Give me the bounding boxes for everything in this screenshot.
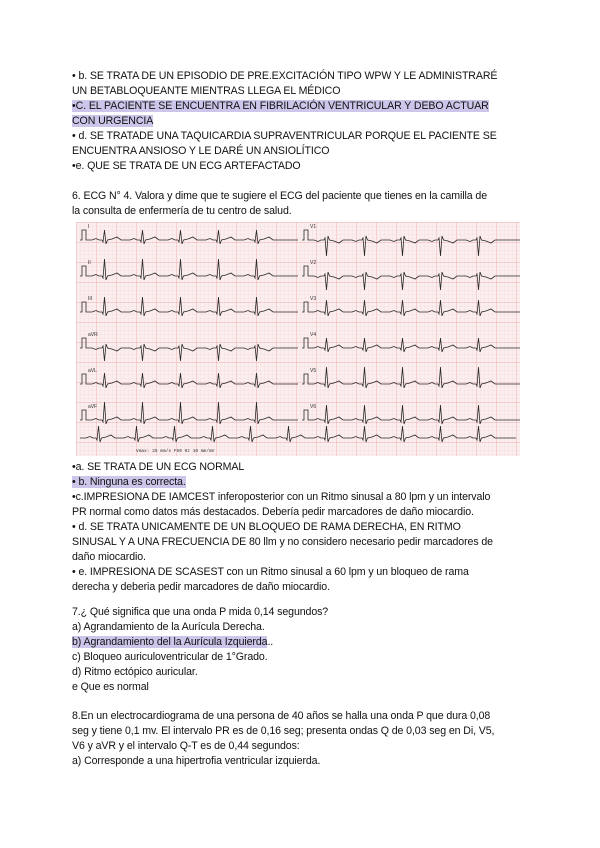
q6-option-e-line-2: derecha y deberia pedir marcadores de daño miocardio. (72, 581, 330, 593)
q6-option-c-line-1: •c.IMPRESIONA DE IAMCEST inferoposterior con un Ritmo sinusal a 80 lpm y un intervalo (72, 491, 491, 503)
option-c-highlighted-line-2: CON URGENCIA (72, 115, 154, 127)
q7-option-e: e Que es normal (72, 681, 149, 693)
q7-option-a: a) Agrandamiento de la Aurícula Derecha. (72, 621, 265, 633)
option-e-line-1: •e. QUE SE TRATA DE UN ECG ARTEFACTADO (72, 160, 301, 172)
option-d-line-2: ENCUENTRA ANSIOSO Y LE DARÉ UN ANSIOLÍTICO (72, 145, 330, 157)
ecg-lead-label-avr: aVR (88, 332, 98, 338)
ecg-lead-label-v4: V4 (310, 332, 317, 338)
q7-option-d: d) Ritmo ectópico auricular. (72, 666, 198, 678)
ecg-lead-label-v2: V2 (310, 260, 317, 266)
q6-option-e-line-1: • e. IMPRESIONA DE SCASEST con un Ritmo sinusal a 60 lpm y un bloqueo de rama (72, 566, 469, 578)
question-6-line-2: la consulta de enfermería de tu centro de salud. (72, 205, 292, 217)
ecg-image (76, 222, 520, 456)
ecg-footer-text: Vmax: 25 mm/s F50 Hz 10 mm/mV (136, 449, 215, 454)
ecg-lead-label-v6: V6 (310, 404, 317, 410)
question-6-line-1: 6. ECG N° 4. Valora y dime que te sugiere el ECG del paciente que tienes en la camilla de (72, 190, 488, 202)
option-c-highlighted-line-1: •C. EL PACIENTE SE ENCUENTRA EN FIBRILACIÓN VENTRICULAR Y DEBO ACTUAR (72, 100, 489, 112)
q6-option-a: •a. SE TRATA DE UN ECG NORMAL (72, 461, 245, 473)
q6-option-d-line-1: • d. SE TRATA UNICAMENTE DE UN BLOQUEO DE RAMA DERECHA, EN RITMO (72, 521, 461, 533)
q6-option-c-line-2: PR normal como datos más destacados. Debería pedir marcadores de daño miocardio. (72, 506, 474, 518)
question-8-line-1: 8.En un electrocardiograma de una persona de 40 años se halla una onda P que dura 0,08 (72, 710, 491, 722)
ecg-lead-label-avl: aVL (88, 368, 97, 374)
ecg-lead-label-ii: II (88, 260, 91, 266)
ecg-grid (76, 222, 520, 456)
question-8-line-3: V6 y aVR y el intervalo Q-T es de 0,44 segundos: (72, 740, 300, 752)
question-7: 7.¿ Qué significa que una onda P mida 0,14 segundos? (72, 606, 329, 618)
q8-option-a: a) Corresponde a una hipertrofia ventricular izquierda. (72, 755, 321, 767)
ecg-lead-label-i: I (88, 224, 90, 230)
q7-option-b-highlighted: b) Agrandamiento del la Aurícula Izquierda (72, 636, 268, 648)
q7-option-c: c) Bloqueo auriculoventricular de 1°Grado. (72, 651, 268, 663)
q6-option-d-line-2: SINUSAL Y A UNA FRECUENCIA DE 80 llm y no considero necesario pedir marcadores de (72, 536, 493, 548)
option-d-line-1: • d. SE TRATADE UNA TAQUICARDIA SUPRAVENTRICULAR PORQUE EL PACIENTE SE (72, 130, 497, 142)
option-b-line-2: UN BETABLOQUEANTE MIENTRAS LLEGA EL MÉDICO (72, 85, 341, 97)
ecg-lead-label-iii: III (88, 296, 93, 302)
option-b-line-1: • b. SE TRATA DE UN EPISODIO DE PRE.EXCITACIÓN TIPO WPW Y LE ADMINISTRARÉ (72, 70, 498, 82)
q7-option-b-tail: .. (267, 636, 274, 648)
q6-option-d-line-3: daño miocardio. (72, 551, 146, 563)
ecg-lead-label-avf: aVF (88, 404, 98, 410)
ecg-lead-label-v3: V3 (310, 296, 317, 302)
question-8-line-2: seg y tiene 0,1 mv. El intervalo PR es de 0,16 seg; presenta ondas Q de 0,03 seg en Di, V5, (72, 725, 495, 737)
ecg-lead-label-v5: V5 (310, 368, 317, 374)
q6-option-b-highlighted: • b. Ninguna es correcta. (72, 476, 186, 488)
ecg-lead-label-v1: V1 (310, 224, 317, 230)
